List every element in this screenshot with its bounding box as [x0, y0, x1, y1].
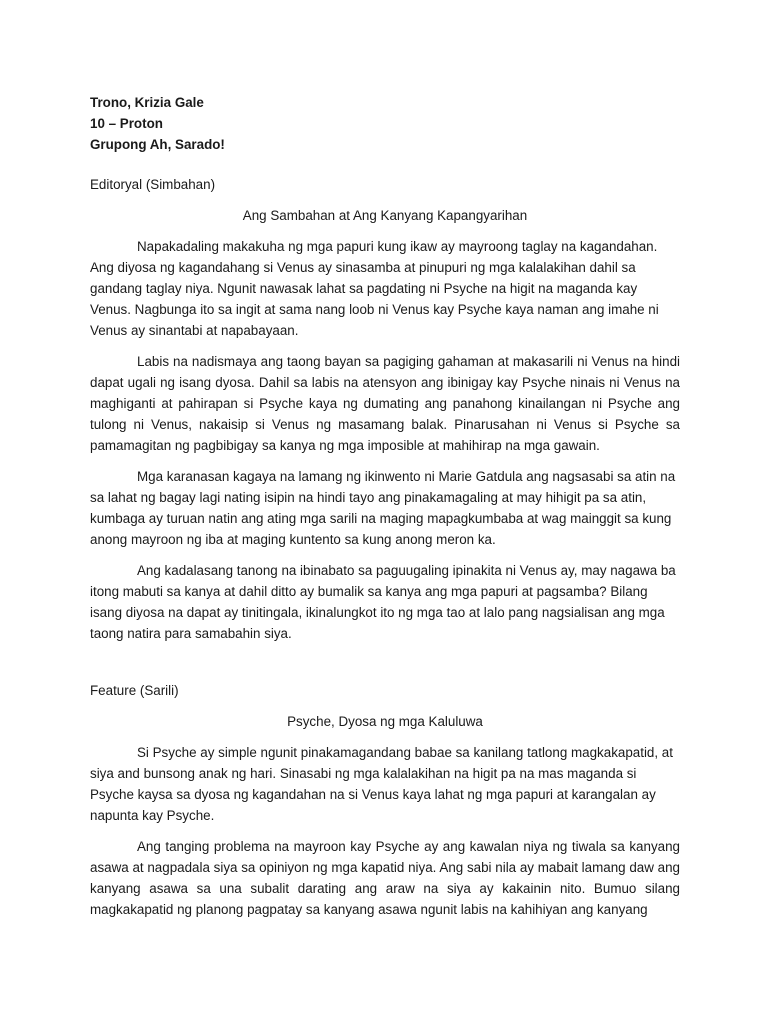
editorial-title: Ang Sambahan at Ang Kanyang Kapangyarihan: [242, 208, 528, 223]
group-name: Grupong Ah, Sarado!: [90, 137, 225, 152]
editorial-label: Editoryal (Simbahan): [90, 177, 216, 192]
feature-paragraph-2: Ang tanging problema na mayroon kay Psyche ay ang kawalan niya ng tiwala sa kanyang asawa at nagpadala siya sa opiniyon ng mga kapatid niya. Ang sabi nila ay mabait lamang daw ang kanyang asawa sa una subalit darating ang araw na siya ay kakainin nito. Bumuo silang magkakapatid ng planong pagpatay sa kanyang asawa ngunit labis na kahihiyan ang kanyang: [90, 839, 680, 917]
editorial-paragraph-1: Napakadaling makakuha ng mga papuri kung ikaw ay mayroong taglay na kagandahan. Ang diyosa ng kagandahang si Venus ay sinasamba at pinupuri ng mga kalalakihan dahil sa gandang taglay niya. Ngunit nawasak lahat sa pagdating ni Psyche na higit na maganda kay Venus. Nagbunga ito sa ingit at sama nang loob ni Venus kay Psyche kaya naman ang imahe ni Venus ay sinantabi at napabayaan.: [90, 239, 659, 338]
author-name: Trono, Krizia Gale: [90, 95, 204, 110]
editorial-section: [90, 174, 680, 644]
author-header: [90, 92, 680, 155]
document-page: [90, 92, 680, 920]
feature-title: Psyche, Dyosa ng mga Kaluluwa: [287, 714, 483, 729]
feature-label: Feature (Sarili): [90, 683, 179, 698]
class-section: 10 – Proton: [90, 116, 163, 131]
editorial-paragraph-4: Ang kadalasang tanong na ibinabato sa paguugaling ipinakita ni Venus ay, may nagawa ba itong mabuti sa kanya at dahil ditto ay bumalik sa kanya ang mga papuri at pagsamba? Bilang isang diyosa na dapat ay tinitingala, ikinalungkot ito ng mga tao at lalo pang nagsialisan ang mga taong natira para samabahin siya.: [90, 563, 676, 641]
editorial-paragraph-2: Labis na nadismaya ang taong bayan sa pagiging gahaman at makasarili ni Venus na hindi dapat ugali ng isang dyosa. Dahil sa labis na atensyon ang ibinigay kay Psyche ninais ni Venus na maghiganti at pahirapan si Psyche kaya ng dumating ang panahong kinailangan ni Psyche ang tulong ni Venus, nakaisip si Venus ng masamang balak. Pinarusahan ni Venus si Psyche sa pamamagitan ng pagbibigay sa kanya ng mga imposible at mahihirap na mga gawain.: [90, 354, 680, 453]
feature-section: [90, 680, 680, 920]
editorial-paragraph-3: Mga karanasan kagaya na lamang ng ikinwento ni Marie Gatdula ang nagsasabi sa atin na sa lahat ng bagay lagi nating isipin na hindi tayo ang pinakamagaling at may hihigit pa sa atin, kumbaga ay turuan natin ang ating mga sarili na maging mapagkumbaba at wag mainggit sa kung anong mayroon ng iba at maging kuntento sa kung anong meron ka.: [90, 469, 676, 547]
feature-paragraph-1: Si Psyche ay simple ngunit pinakamagandang babae sa kanilang tatlong magkakapatid, at siya and bunsong anak ng hari. Sinasabi ng mga kalalakihan na higit pa na mas maganda si Psyche kaysa sa dyosa ng kagandahan na si Venus kaya lahat ng mga papuri at karangalan ay napunta kay Psyche.: [90, 745, 673, 823]
